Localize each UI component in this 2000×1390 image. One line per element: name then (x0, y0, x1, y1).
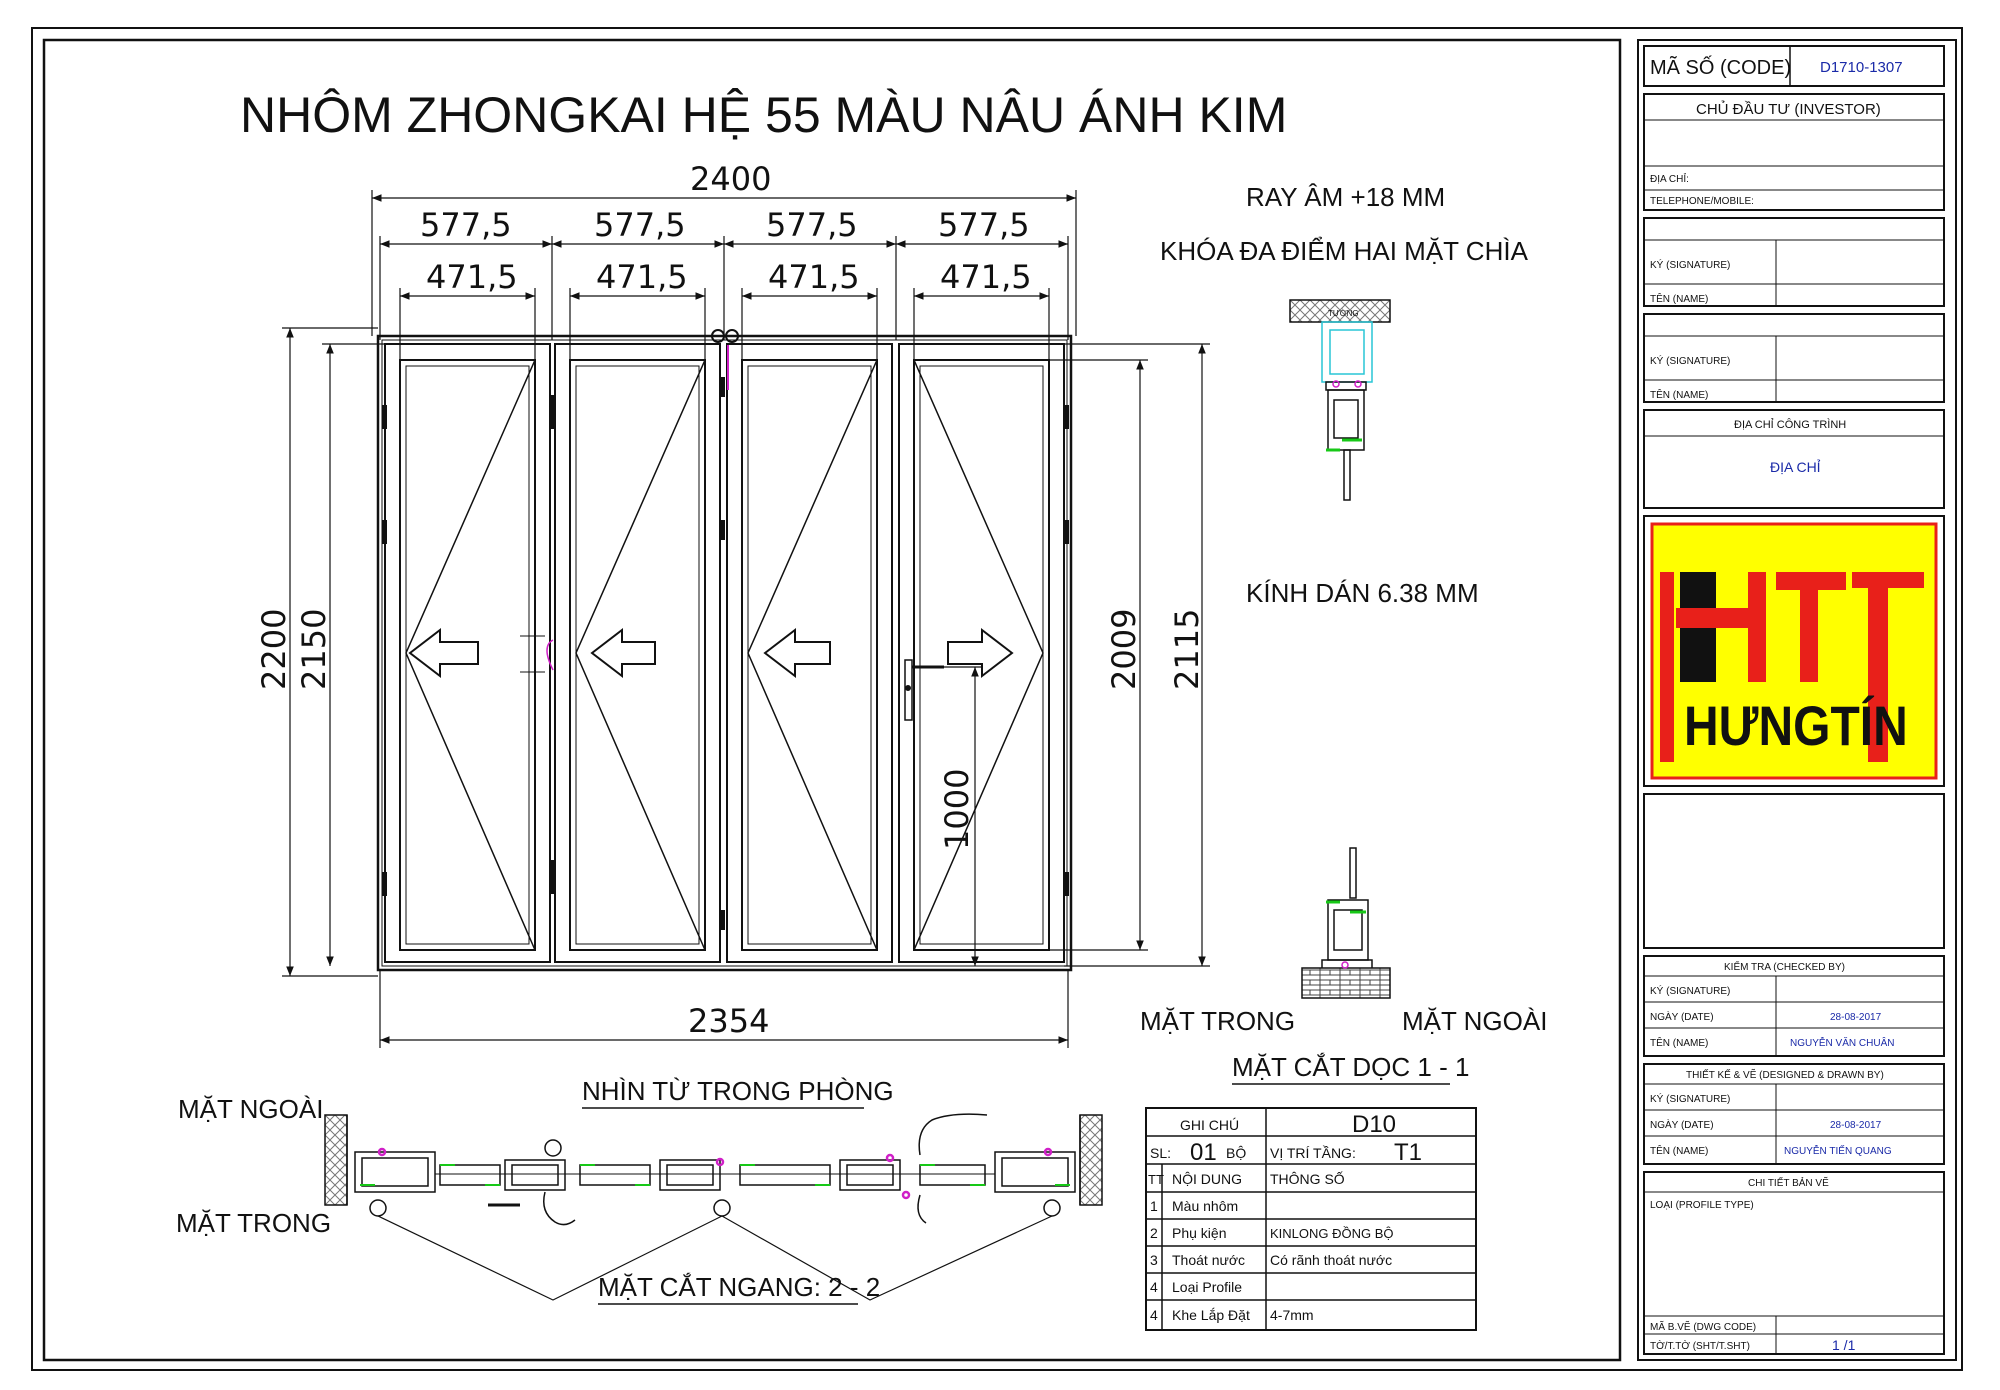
checked-date-value: 28-08-2017 (1830, 1012, 1882, 1023)
checked-by-label: KIỂM TRA (CHECKED BY) (1724, 962, 1845, 973)
dim-577-3: 577,5 (766, 206, 858, 244)
signature-label-1: KÝ (SIGNATURE) (1650, 260, 1731, 271)
row-1-no: 1 (1150, 1198, 1158, 1214)
dim-577-2: 577,5 (594, 206, 686, 244)
note-lock: KHÓA ĐA ĐIỂM HAI MẶT CHÌA (1160, 236, 1528, 266)
designed-by-label: THIẾT KẾ & VẼ (DESIGNED & DRAWN BY) (1686, 1070, 1884, 1081)
note-rail: RAY ÂM +18 MM (1246, 182, 1446, 212)
name-label-1: TÊN (NAME) (1650, 294, 1709, 305)
sheet-value: 1 /1 (1832, 1337, 1856, 1353)
logo-text: HƯNGTÍN (1684, 695, 1908, 757)
row-4-content: Loại Profile (1172, 1279, 1243, 1295)
signature-label-2: KÝ (SIGNATURE) (1650, 356, 1731, 367)
row-4-no: 4 (1150, 1279, 1158, 1295)
row-3-no: 3 (1150, 1252, 1158, 1268)
row-2-no: 2 (1150, 1225, 1158, 1241)
phone-label: TELEPHONE/MOBILE: (1650, 196, 1754, 207)
horizontal-outside-label: MẶT NGOÀI (178, 1094, 324, 1124)
site-address-label: ĐỊA CHỈ CÔNG TRÌNH (1734, 419, 1847, 431)
dim-1000: 1000 (938, 768, 976, 850)
dim-2115: 2115 (1168, 608, 1206, 690)
dim-471-4: 471,5 (940, 258, 1032, 296)
sheet-label: TỜ/T.TỜ (SHT/T.SHT) (1650, 1341, 1750, 1352)
dim-471-3: 471,5 (768, 258, 860, 296)
row-3-content: Thoát nước (1172, 1252, 1246, 1268)
designed-name-label: TÊN (NAME) (1650, 1146, 1709, 1157)
dim-2009: 2009 (1105, 608, 1143, 690)
detail-label: CHI TIẾT BẢN VẼ (1748, 1178, 1829, 1189)
note-glass: KÍNH DÁN 6.38 MM (1246, 578, 1479, 608)
table-col-spec: THÔNG SỐ (1270, 1171, 1345, 1187)
code-label: MÃ SỐ (CODE) (1650, 57, 1792, 79)
dim-577-4: 577,5 (938, 206, 1030, 244)
checked-name-label: TÊN (NAME) (1650, 1038, 1709, 1049)
dim-471-2: 471,5 (596, 258, 688, 296)
name-label-2: TÊN (NAME) (1650, 390, 1709, 401)
row-5-no: 4 (1150, 1307, 1158, 1323)
table-sl-value: 01 (1190, 1139, 1217, 1166)
row-2-content: Phụ kiện (1172, 1225, 1227, 1241)
wall-label-top: TƯỜNG (1328, 309, 1359, 318)
row-5-content: Khe Lắp Đặt (1172, 1307, 1250, 1323)
table-sl-label: SL: (1150, 1145, 1172, 1161)
table-col-tt: TT (1148, 1172, 1164, 1187)
bottom-sill-section (1302, 848, 1390, 998)
designed-signature: KÝ (SIGNATURE) (1650, 1094, 1731, 1105)
door-elevation (378, 330, 1071, 970)
table-col-content: NỘI DUNG (1172, 1171, 1242, 1187)
dim-471-1: 471,5 (426, 258, 518, 296)
row-2-spec: KINLONG ĐỒNG BỘ (1270, 1226, 1394, 1241)
row-3-spec: Có rãnh thoát nước (1270, 1252, 1393, 1268)
spec-table-text (1148, 1111, 1422, 1323)
vertical-section-title: MẶT CẮT DỌC 1 - 1 (1232, 1052, 1470, 1082)
dim-2200: 2200 (255, 608, 293, 690)
horizontal-section-title: MẶT CẮT NGANG: 2 - 2 (598, 1272, 881, 1302)
code-value: D1710-1307 (1820, 59, 1903, 76)
designed-date-value: 28-08-2017 (1830, 1120, 1882, 1131)
table-sl-unit: BỘ (1226, 1145, 1247, 1161)
dim-2354: 2354 (688, 1002, 770, 1040)
designed-name-value: NGUYỄN TIẾN QUANG (1784, 1146, 1892, 1157)
dim-2150: 2150 (295, 608, 333, 690)
row-5-spec: 4-7mm (1270, 1307, 1314, 1323)
profile-type-label: LOẠI (PROFILE TYPE) (1650, 1200, 1754, 1211)
dim-2400: 2400 (690, 160, 772, 198)
site-address-value: ĐỊA CHỈ (1770, 459, 1821, 475)
designed-date-label: NGÀY (DATE) (1650, 1120, 1714, 1131)
top-profile-section (1290, 300, 1390, 500)
table-code: D10 (1352, 1111, 1397, 1138)
checked-name-value: NGUYỄN VĂN CHUÂN (1790, 1038, 1895, 1049)
company-logo (1652, 524, 1936, 778)
checked-date-label: NGÀY (DATE) (1650, 1012, 1714, 1023)
drawing-title: NHÔM ZHONGKAI HỆ 55 MÀU NÂU ÁNH KIM (240, 87, 1288, 143)
dim-577-1: 577,5 (420, 206, 512, 244)
view-from-room: NHÌN TỪ TRONG PHÒNG (582, 1076, 894, 1106)
investor-label: CHỦ ĐẦU TƯ (INVESTOR) (1696, 101, 1881, 118)
row-1-content: Màu nhôm (1172, 1198, 1239, 1214)
vertical-outside-label: MẶT NGOÀI (1402, 1006, 1548, 1036)
checked-signature: KÝ (SIGNATURE) (1650, 986, 1731, 997)
horizontal-inside-label: MẶT TRONG (176, 1208, 332, 1238)
vertical-inside-label: MẶT TRONG (1140, 1006, 1296, 1036)
table-floor-value: T1 (1394, 1139, 1423, 1166)
table-floor-label: VỊ TRÍ TẦNG: (1270, 1145, 1356, 1161)
table-note-label: GHI CHÚ (1180, 1117, 1240, 1133)
dwg-code-label: MÃ B.VẼ (DWG CODE) (1650, 1322, 1757, 1333)
address-label: ĐỊA CHỈ: (1650, 174, 1689, 185)
